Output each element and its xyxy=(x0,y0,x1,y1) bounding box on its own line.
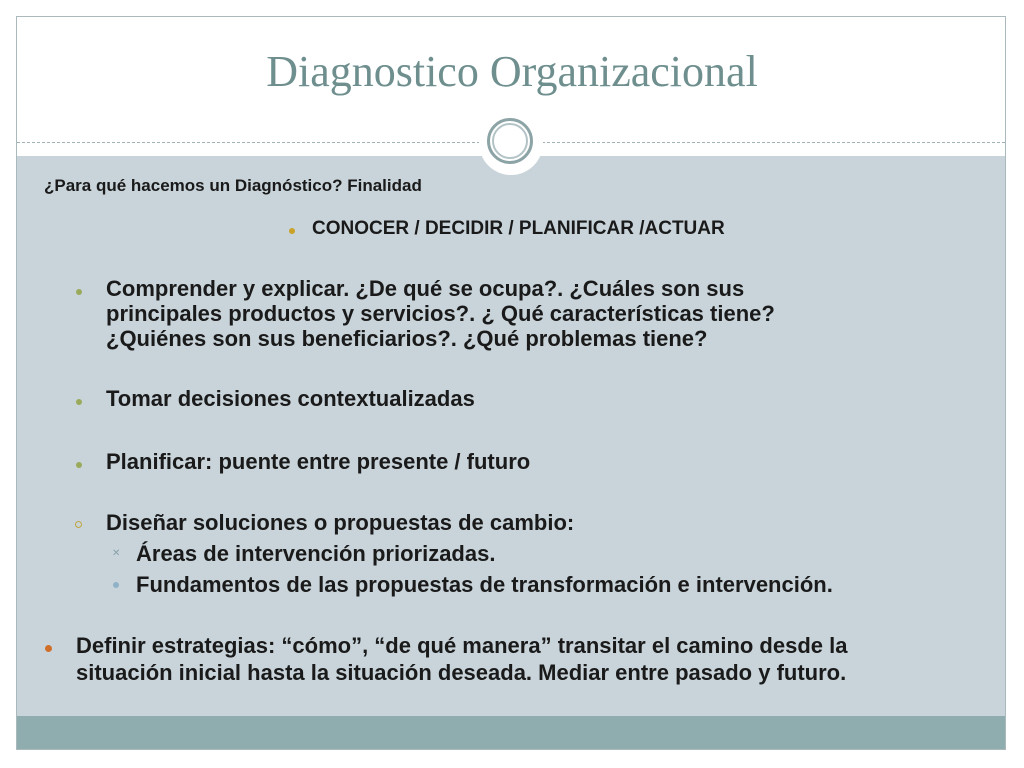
list-item-line: situación inicial hasta la situación deseada. Mediar entre pasado y futuro. xyxy=(76,660,847,685)
bullet-icon xyxy=(76,462,82,468)
list-item-design: Diseñar soluciones o propuestas de cambio: xyxy=(106,510,575,535)
slide-title: Diagnostico Organizacional xyxy=(266,47,758,96)
list-item-strategies xyxy=(76,632,847,686)
sub-item-foundations: Fundamentos de las propuestas de transformación e intervención. xyxy=(136,572,833,597)
sub-item-areas: Áreas de intervención priorizadas. xyxy=(136,541,496,566)
bullet-icon xyxy=(76,289,82,295)
list-item-line: principales productos y servicios?. ¿ Qué características tiene? xyxy=(106,301,775,326)
ring-bullet-icon xyxy=(75,521,82,528)
footer-bar xyxy=(17,716,1005,749)
bullet-icon xyxy=(113,582,119,588)
key-actions: CONOCER / DECIDIR / PLANIFICAR /ACTUAR xyxy=(312,218,725,239)
slide-subtitle: ¿Para qué hacemos un Diagnóstico? Finalidad xyxy=(44,176,422,195)
bullet-icon xyxy=(45,645,52,652)
bullet-icon xyxy=(76,399,82,405)
list-item-line: Definir estrategias: “cómo”, “de qué manera” transitar el camino desde la xyxy=(76,633,848,658)
list-item-line: Comprender y explicar. ¿De qué se ocupa?. ¿Cuáles son sus xyxy=(106,276,745,301)
list-item-understand xyxy=(106,276,775,351)
list-item-plan: Planificar: puente entre presente / futuro xyxy=(106,449,531,474)
x-bullet-icon: ✕ xyxy=(112,548,121,559)
circle-ornament-inner xyxy=(492,123,528,159)
bullet-icon xyxy=(289,228,295,234)
list-item-decisions: Tomar decisiones contextualizadas xyxy=(106,386,475,411)
list-item-line: ¿Quiénes son sus beneficiarios?. ¿Qué problemas tiene? xyxy=(106,326,708,351)
